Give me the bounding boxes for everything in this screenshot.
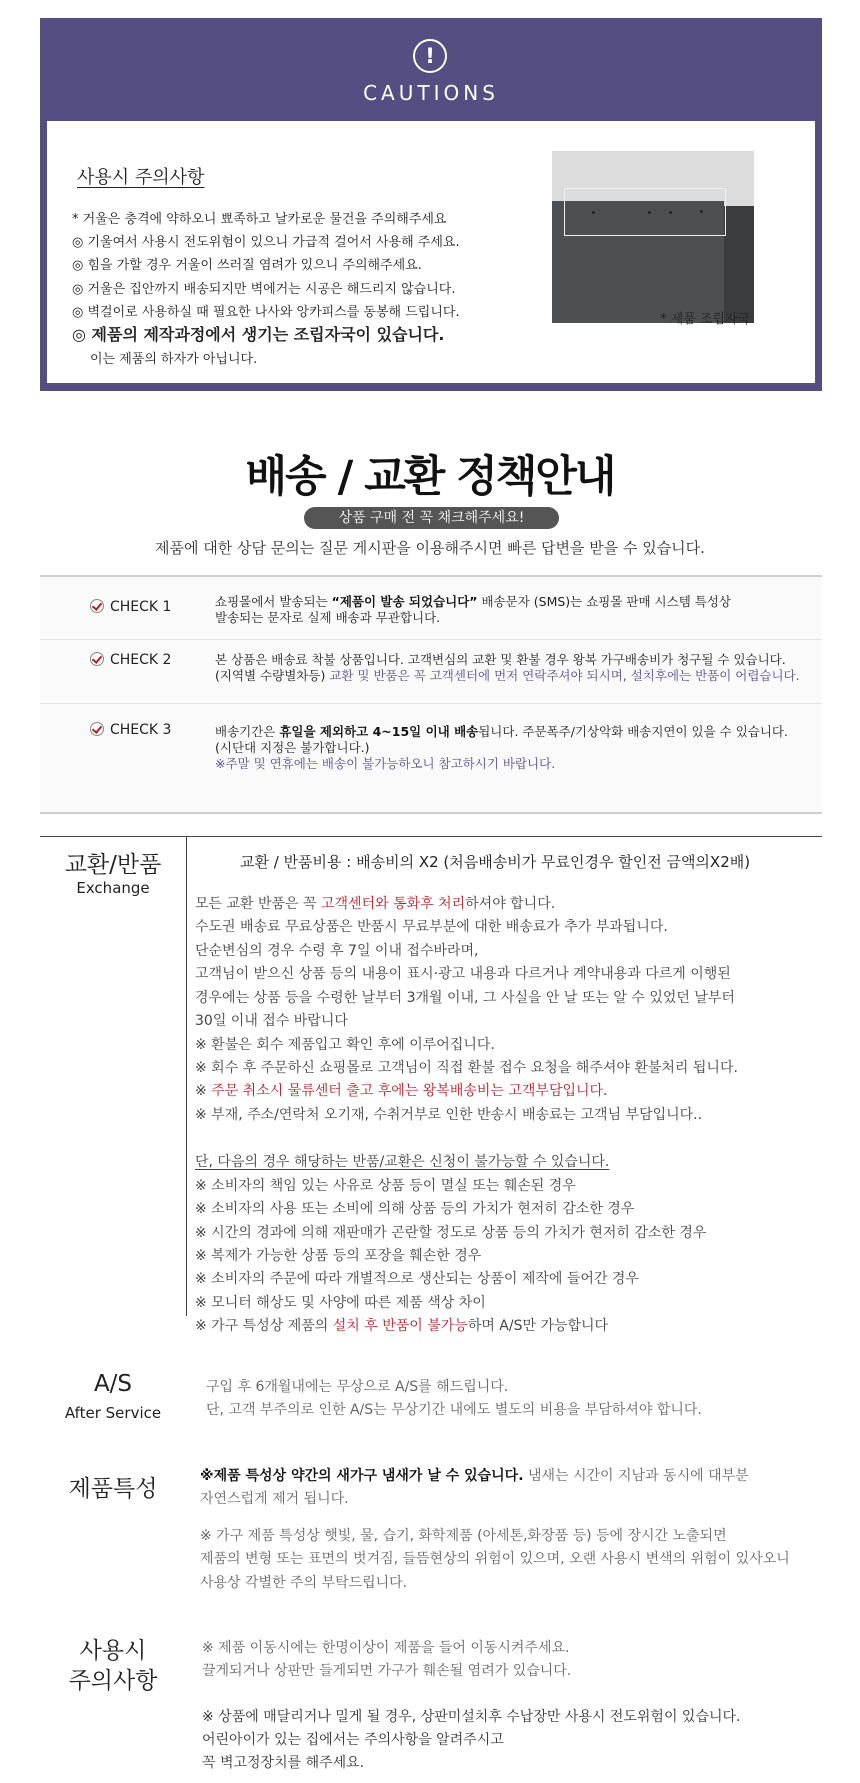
usage-line: ※ 제품 이동시에는 한명이상이 제품을 들어 이동시켜주세요.	[202, 1640, 570, 1656]
exchange-line: ※ 모니터 해상도 및 사양에 따른 제품 색상 차이	[195, 1295, 486, 1311]
usage-line: ※ 상품에 매달리거나 밀게 될 경우, 상판미설치후 수납장만 사용시 전도위험이 있습니다.	[202, 1709, 741, 1725]
exchange-line: 수도권 배송료 무료상품은 반품시 무료부분에 대한 배송료가 추가 부과됩니다.	[195, 919, 668, 935]
caution-line: ◎ 기울여서 사용시 전도위험이 있으니 가급적 걸어서 사용해 주세요.	[72, 235, 460, 250]
policy-title: 배송 / 교환 정책안내	[245, 452, 615, 502]
policy-badge: 상품 구매 전 꼭 채크해주세요!	[304, 507, 559, 529]
check-table	[40, 575, 822, 815]
exchange-line: ※ 소비자의 주문에 따라 개별적으로 생산되는 상품이 제작에 들어간 경우	[195, 1271, 639, 1287]
photo-caption: * 제품 조립자국	[660, 312, 751, 327]
check-text: 쇼핑몰에서 발송되는 “제품이 발송 되었습니다” 배송문자 (SMS)는 쇼핑몰 판매 시스템 특성상 발송되는 문자로 실제 배송과 무관합니다.	[215, 594, 731, 625]
usage-title-line2: 주의사항	[68, 1668, 158, 1694]
feature-line: 자연스럽게 제거 됩니다.	[200, 1491, 349, 1507]
check-label: CHECK 2	[110, 652, 172, 668]
cautions-content	[47, 121, 815, 383]
check-icon	[90, 599, 104, 613]
exclamation-icon: !	[413, 39, 447, 73]
cautions-box	[40, 18, 822, 391]
check-icon	[90, 652, 104, 666]
check-icon	[90, 722, 104, 736]
exchange-line: ※ 가구 특성상 제품의 설치 후 반품이 불가능하며 A/S만 가능합니다	[195, 1318, 609, 1334]
exchange-line: ※ 회수 후 주문하신 쇼핑몰로 고객님이 직접 환불 접수 요청을 해주셔야 환불처리 됩니다.	[195, 1060, 738, 1076]
caution-line-emphasis: ◎ 제품의 제작과정에서 생기는 조립자국이 있습니다.	[72, 325, 445, 344]
usage-line: 꼭 벽고정장치를 해주세요.	[202, 1755, 365, 1771]
caution-line: ◎ 거울은 집안까지 배송되지만 벽에거는 시공은 해드리지 않습니다.	[72, 282, 456, 297]
exchange-line: ※ 소비자의 사용 또는 소비에 의해 상품 등의 가치가 현저히 감소한 경우	[195, 1201, 635, 1217]
feature-line: ※제품 특성상 약간의 새가구 냄새가 날 수 있습니다. 냄새는 시간이 지남과 동시에 대부분	[200, 1468, 749, 1484]
exchange-line: ※ 시간의 경과에 의해 재판매가 곤란할 정도로 상품 등의 가치가 현저히 감소한 경우	[195, 1225, 707, 1241]
caution-line: 이는 제품의 하자가 아닙니다.	[90, 352, 258, 367]
exchange-line: 단순변심의 경우 수령 후 7일 이내 접수바라며,	[195, 943, 479, 959]
check-row-2	[40, 640, 822, 703]
exchange-line: 경우에는 상품 등을 수령한 날부터 3개월 이내, 그 사실을 안 날 또는 알 수 있었던 날부터	[195, 990, 735, 1006]
exchange-line: ※ 복제가 가능한 상품 등의 포장을 훼손한 경우	[195, 1248, 482, 1264]
usage-line: 어린아이가 있는 집에서는 주의사항을 알려주시고	[202, 1732, 504, 1748]
exchange-line: 단, 다음의 경우 해당하는 반품/교환은 신청이 불가능할 수 있습니다.	[195, 1154, 610, 1170]
check-row-1	[40, 577, 822, 639]
exchange-title: 교환/반품	[64, 852, 162, 878]
feature-title: 제품특성	[68, 1476, 158, 1502]
as-subtitle: After Service	[64, 1404, 162, 1422]
exchange-line: ※ 주문 취소시 물류센터 출고 후에는 왕복배송비는 고객부담입니다.	[195, 1083, 608, 1099]
highlight-box	[564, 188, 726, 236]
check-label: CHECK 3	[110, 722, 172, 738]
cautions-title: CAUTIONS	[363, 81, 499, 105]
feature-line: 사용상 각별한 주의 부탁드립니다.	[200, 1575, 408, 1591]
product-assembly-photo	[552, 151, 754, 323]
as-line: 단, 고객 부주의로 인한 A/S는 무상기간 내에도 별도의 비용을 부담하셔야 합니다.	[206, 1402, 702, 1418]
usage-line: 끌게되거나 상판만 들게되면 가구가 훼손될 염려가 있습니다.	[202, 1663, 572, 1679]
caution-line: ◎ 힘을 가할 경우 거울이 쓰러질 염려가 있으니 주의해주세요.	[72, 258, 422, 273]
divider	[186, 836, 187, 1316]
caution-line: ◎ 벽걸이로 사용하실 때 필요한 나사와 앙카피스를 동봉해 드립니다.	[72, 305, 460, 320]
policy-description: 제품에 대한 상담 문의는 질문 게시판을 이용해주시면 빠른 답변을 받을 수 있습니다.	[155, 539, 705, 557]
photo-side	[724, 206, 754, 323]
check-row-3	[40, 704, 822, 812]
usage-title: 사용시	[79, 1638, 147, 1664]
divider	[40, 836, 822, 837]
as-title: A/S	[93, 1371, 133, 1397]
exchange-line: 30일 이내 접수 바랍니다	[195, 1013, 348, 1029]
feature-line: 제품의 변형 또는 표면의 벗겨짐, 들뜸현상의 위험이 있으며, 오랜 사용시 변색의 위험이 있사오니	[200, 1551, 790, 1567]
exchange-line: 고객님이 받으신 상품 등의 내용이 표시·광고 내용과 다르거나 계약내용과 다르게 이행된	[195, 966, 731, 982]
exchange-line: ※ 부재, 주소/연락처 오기재, 수취거부로 인한 반송시 배송료는 고객님 부담입니다..	[195, 1107, 703, 1123]
exchange-line: 모든 교환 반품은 꼭 고객센터와 통화후 처리하셔야 합니다.	[195, 896, 556, 912]
exchange-subtitle: Exchange	[76, 879, 150, 897]
as-line: 구입 후 6개월내에는 무상으로 A/S를 해드립니다.	[206, 1379, 509, 1395]
usage-caution-heading: 사용시 주의사항	[77, 167, 205, 188]
exchange-line: ※ 환불은 회수 제품입고 확인 후에 이루어집니다.	[195, 1037, 495, 1053]
exchange-fee: 교환 / 반품비용 : 배송비의 X2 (처음배송비가 무료인경우 할인전 금액의X2배)	[240, 853, 751, 871]
check-label: CHECK 1	[110, 599, 172, 615]
feature-line: ※ 가구 제품 특성상 햇빛, 물, 습기, 화학제품 (아세톤,화장품 등) 등에 장시간 노출되면	[200, 1528, 727, 1544]
caution-line: * 거울은 충격에 약하오니 뾰족하고 날카로운 물건을 주의해주세요	[72, 212, 447, 227]
check-text: 본 상품은 배송료 착불 상품입니다. 고객변심의 교환 및 환불 경우 왕복 가구배송비가 청구될 수 있습니다. (지역별 수량별차등) 교환 및 반품은 꼭 고객센터에 먼저 연락주셔야 되시며, 설치후에는 반품이 어렵습니다.	[215, 652, 800, 683]
check-text: 배송기간은 휴일을 제외하고 4~15일 이내 배송됩니다. 주문폭주/기상악화 배송지연이 있을 수 있습니다. (시단대 지정은 불가합니다.) ※주말 및 연휴에는 배송이 불가능하오니 참고하시기 바랍니다.	[215, 724, 788, 771]
exchange-line: ※ 소비자의 책임 있는 사유로 상품 등이 멸실 또는 훼손된 경우	[195, 1178, 576, 1194]
